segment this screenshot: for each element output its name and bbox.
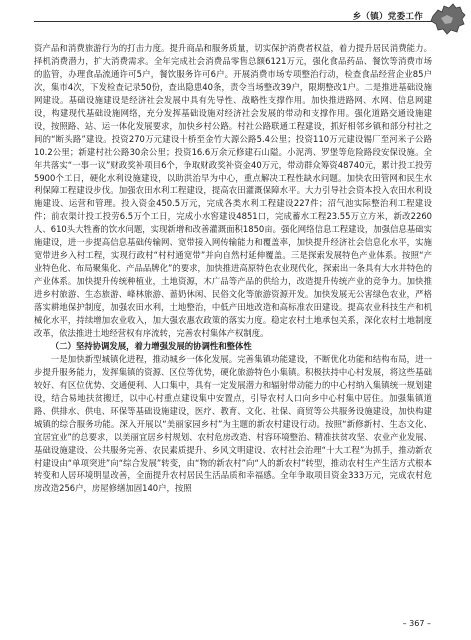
paragraph-1: 资产品和消费旅游行为的打击力度。提升商品和服务质量，切实保护消费者权益，着力提升居民消费能力。择机消费潜力，扩大消费需求。全年完成社会消费品零售总额6121万元，强化食品药品、餐饮等消费市场的监管，办理食品流通许可5户，餐饮服务许可6户。开展消费市场专项整治行动，检查食品经营企业85户次，集市4次，下发检查记录50份，查出隐患40条，责令当场整改39户，限期整改1户。二是推进基础设施网建设。基础设施建设是经济社会发展中具有先导性、战略性支撑作用。加快推进路网、水网、信息网建设，构建现代基础设施网络，充分发挥基础设施对经济社会发展的带动和支撑作用。强化道路交通设施建设，按照路、站、运一体化发展要求，加快乡村公路。村社公路联通工程建设，抓好相邻乡镇和部分村社之间的“断头路”建设。投资270万元建设十桥至金竹大源公路5.4公里；投资110万元建设锡厂至河米子公路10.2公里；新建村社公路30余公里；投资16.6万余元修建石山隘。小泥湾、罗堡等危险路段安保设施。全年共落实“一事一议”财政奖补项目6个，争取财政奖补资金40万元，带动群众筹资48740元，累计投工投劳5900个工日，硬化水利设施建设，以助洪治早为中心，重点解决工程性缺水问题。加快农田管网和民生水利保障工程建设步伐。加强农田水利工程建设，提高农田灌溉保障水平。大力引导社会资本投入农田水利设施建设、运营和管理。投入资金450.5万元，完成各类水利工程建设227件；沼气池实际整治利工程建设件；前农渠计投工投劳6.5万个工日，完成小水窖建设4851口，完成蓄水工程23.55万立方米，新改2260人、610头大牲畜的饮水问题，实现新增和改善灌溉面积1850亩。强化网络信息工程建设，加强信息基础实施建设，进一步提高信息基础传输网、宽带接入网传输能力和覆盖率，加快提升经济社会信息化水平，实施宽带进乡入村工程，实现行政村“村村通宽带”并向自然村延伸覆盖。三是探索发展特色产业体系。按照“产业特色化、布局聚集化、产品品牌化”的要求，加快推进高原特色农业现代化，探索出一条具有大水井特色的产业体系。加快提升传统种植业，土地资源，木广品等产品的供给力，改造提升传统产业的竞争力。加快推进乡村旅游、生态旅游、峰林旅游、蔷奶休闲、民俗文化等旅游资源开发。加快发展无公害绿色农业，严格落实耕地保护制度，加强农田水利，土地整治，中低产田地改造和高标准农田建设。提高农业科技生产和机械化水平，持续增加农业收入，加大强农惠农政策的落实力度。稳定农村土地承包关系，深化农村土地制度改革，依法推进土地经营权有序流转，完善农村集体产权制度。	[34, 43, 432, 338]
county-map-logo	[429, 2, 467, 36]
paragraph-2: 一是加快新型城镇化进程，推动城乡一体化发展。完善集镇功能建设，不断优化功能和结构布局，进一步提升服务能力，发挥集镇的资源、区位等优势，硬化旅游特色小集镇。积极扶持中心村发展，将这些基础较好、有区位优势、交通便利、人口集中，具有一定发展潜力和辐射带动能力的中心村纳入集镇统一规划建设，结合易地扶贫搬迁，以中心村重点建设集中安置点，引导农村人口向乡中心村集中居住。加强集镇道路、供排水、供电、环保等基础设施建设，医疗、教育、文化、社保、商贸等公共服务设施建设，加快构建城镇的综合服务功能。深入开展以“美丽家园乡村”为主题的新农村建设行动。按照“新修新村、生态文化、宜居宜业”的总要求，以美丽宜居乡村规划、农村危房改造、村容环境整治、精准扶贫攻坚、农业产业发展、基础设施建设、公共服务完善、农民素质提升、乡风文明建设、农村社会治理“十大工程”为抓手，推动新农村建设由“单项突进”向“综合发展”转变，由“物的新农村”向“人的新农村”转型，推动农村生产生活方式根本转变和人居环境明显改善，全面提升农村居民生活品质和幸福感。全年争取项目资金333万元，完成农村危房改造256户，房屋修缮加固140户，按照	[34, 353, 432, 494]
article-body	[34, 42, 432, 495]
running-header-title: 乡（镇）党委工作	[352, 12, 423, 22]
page-number: – 367 –	[402, 619, 431, 628]
section-heading: （二）坚持协调发展，着力增强发展的协调性和整体性	[50, 340, 252, 351]
